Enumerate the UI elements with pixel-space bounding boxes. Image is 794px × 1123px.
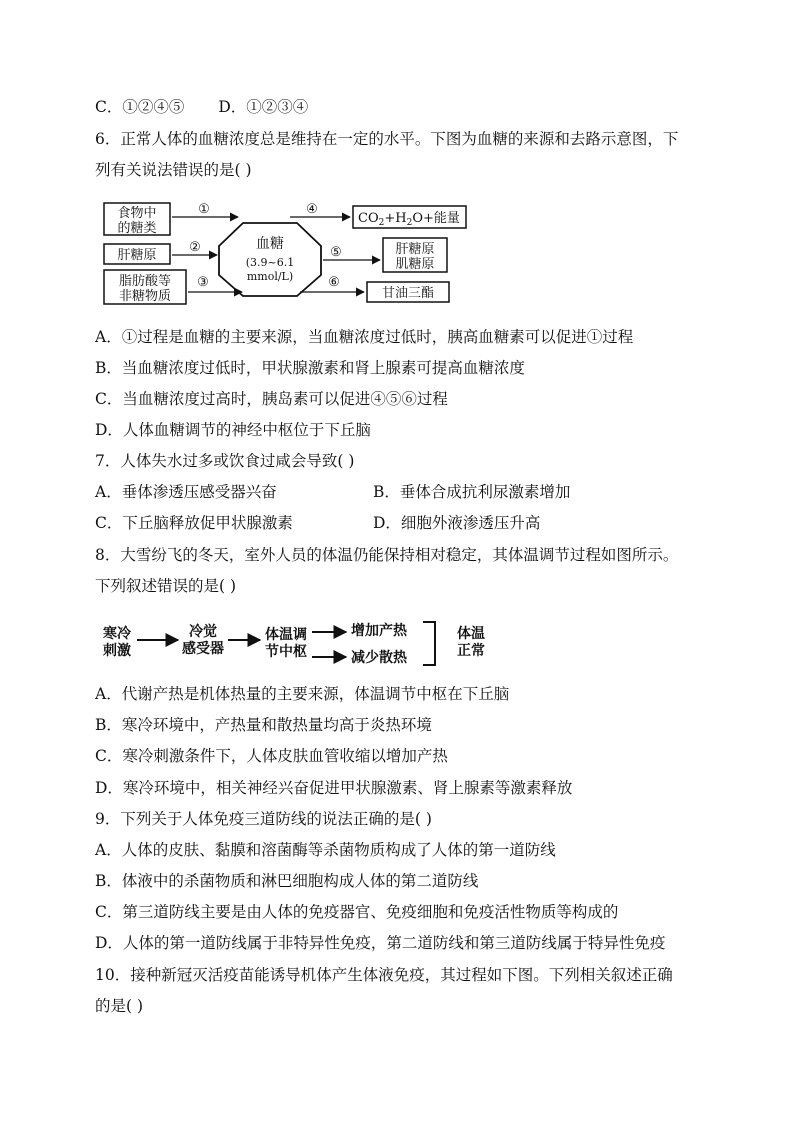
q8-option-b: B．寒冷环境中，产热量和散热量均高于炎热环境	[95, 716, 432, 734]
q10-stem-line1: 10．接种新冠灭活疫苗能诱导机体产生体液免疫，其过程如下图。下列相关叙述正确	[95, 966, 673, 984]
q7-options-row1	[95, 482, 571, 502]
node-receptor-line1: 冷觉	[189, 624, 217, 640]
q7-options-row2	[95, 513, 541, 533]
bracket	[423, 622, 435, 665]
q5-option-d: D．①②③④	[218, 98, 309, 116]
label-1: ①	[198, 202, 210, 217]
label-6: ⑥	[328, 275, 340, 290]
q9-option-b: B．体液中的杀菌物质和淋巴细胞构成人体的第二道防线	[95, 872, 479, 890]
node-center-line1: 体温调	[265, 627, 307, 643]
blood-sugar-diagram	[100, 198, 470, 308]
q6-option-d: D．人体血糖调节的神经中枢位于下丘脑	[95, 421, 371, 439]
node-cold-line2: 刺激	[103, 643, 131, 659]
label-4: ④	[306, 202, 318, 217]
q10-stem-line2: 的是( )	[95, 997, 144, 1015]
source-nonsugar-line2: 非糖物质	[118, 289, 172, 304]
thermoregulation-diagram	[100, 615, 500, 675]
node-increase-heat: 增加产热	[351, 623, 407, 639]
q8-option-c: C．寒冷刺激条件下，人体皮肤血管收缩以增加产热	[95, 747, 448, 765]
q6-stem-line2: 列有关说法错误的是( )	[95, 161, 252, 179]
q8-option-a: A．代谢产热是机体热量的主要来源，体温调节中枢在下丘脑	[95, 685, 510, 703]
source-food-line1: 食物中	[117, 206, 157, 221]
q6-stem-line1: 6．正常人体的血糖浓度总是维持在一定的水平。下图为血糖的来源和去路示意图，下	[95, 130, 679, 148]
source-food-line2: 的糖类	[117, 221, 157, 236]
q9-option-a: A．人体的皮肤、黏膜和溶菌酶等杀菌物质构成了人体的第一道防线	[95, 841, 556, 859]
q8-stem-line2: 下列叙述错误的是( )	[95, 577, 237, 595]
q9-stem: 9．下列关于人体免疫三道防线的说法正确的是( )	[95, 810, 432, 828]
q9-option-c: C．第三道防线主要是由人体的免疫器官、免疫细胞和免疫活性物质等构成的	[95, 903, 619, 921]
node-reduce-loss: 减少散热	[351, 650, 407, 666]
q5-options-line	[95, 97, 308, 117]
node-center-line2: 节中枢	[265, 644, 307, 660]
dest-liver-glycogen: 肝糖原	[395, 242, 435, 257]
q8-option-d: D．寒冷环境中，相关神经兴奋促进甲状腺激素、肾上腺素等激素释放	[95, 779, 573, 797]
label-5: ⑤	[330, 245, 342, 260]
q7-option-c: C．下丘脑释放促甲状腺激素	[95, 514, 293, 532]
q9-option-d: D．人体的第一道防线属于非特异性免疫，第二道防线和第三道防线属于特异性免疫	[95, 934, 666, 952]
label-3: ③	[197, 275, 209, 290]
source-nonsugar-line1: 脂肪酸等	[118, 274, 172, 289]
q6-option-b: B．当血糖浓度过低时，甲状腺激素和肾上腺素可提高血糖浓度	[95, 359, 525, 377]
center-unit: mmol/L)	[246, 270, 294, 283]
label-2: ②	[189, 240, 201, 255]
q5-option-c: C．①②④⑤	[95, 98, 185, 116]
node-normal-line2: 正常	[457, 643, 485, 659]
q7-option-a: A．垂体渗透压感受器兴奋	[95, 483, 277, 501]
q7-stem: 7．人体失水过多或饮食过咸会导致( )	[95, 452, 355, 470]
center-range: (3.9~6.1	[245, 256, 295, 269]
q8-stem-line1: 8．大雪纷飞的冬天，室外人员的体温仍能保持相对稳定，其体温调节过程如图所示。	[95, 546, 679, 564]
q7-option-d: D．细胞外液渗透压升高	[373, 514, 541, 532]
source-liver-glycogen: 肝糖原	[117, 248, 157, 263]
dest-muscle-glycogen: 肌糖原	[395, 257, 435, 272]
center-title: 血糖	[256, 236, 284, 252]
dest-triglyceride: 甘油三酯	[381, 286, 435, 301]
node-receptor-line2: 感受器	[182, 641, 224, 657]
q7-option-b: B．垂体合成抗利尿激素增加	[373, 483, 571, 501]
q6-option-c: C．当血糖浓度过高时，胰岛素可以促进④⑤⑥过程	[95, 390, 448, 408]
node-normal-line1: 体温	[457, 626, 485, 642]
node-cold-line1: 寒冷	[103, 626, 131, 642]
q6-option-a: A．①过程是血糖的主要来源，当血糖浓度过低时，胰高血糖素可以促进①过程	[95, 328, 634, 346]
dest-co2-water-energy: $CO_2+H_2O+$能量	[358, 211, 460, 228]
